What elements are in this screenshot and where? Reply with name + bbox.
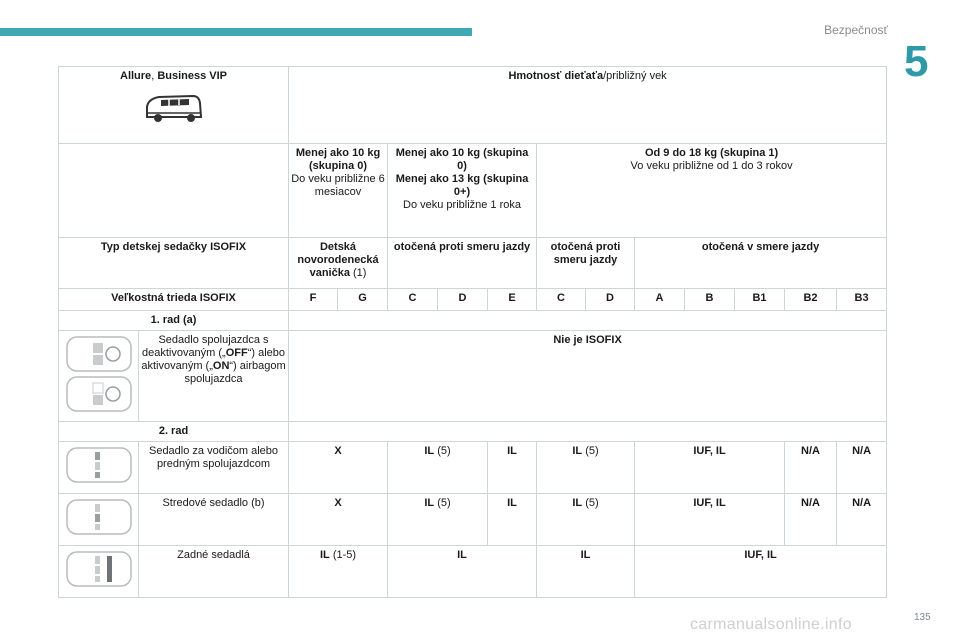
note-1-5: (1-5) (329, 549, 357, 561)
isofix-table (58, 66, 887, 598)
size-class: B (685, 289, 735, 311)
seat-outer-label: Sedadlo za vodičom alebo predným spolujazdcom (139, 442, 289, 494)
value-il: IL (488, 494, 537, 546)
weight-header-cell (289, 67, 887, 144)
vehicle-cell (59, 67, 289, 144)
size-class: E (488, 289, 537, 311)
seat-diagram-cell (59, 546, 139, 598)
value-il: IL (424, 497, 435, 509)
type-forward-facing: otočená v smere jazdy (635, 238, 887, 289)
value-il: IL (424, 445, 435, 457)
size-class: A (635, 289, 685, 311)
value-na: N/A (837, 442, 887, 494)
type-cot: Detská novorodenecká vanička (297, 241, 379, 279)
size-class-row (59, 289, 887, 311)
seat-center-row (59, 494, 887, 546)
value-il-5-cell (388, 442, 488, 494)
passenger-seat-text-2: “) alebo aktivovaným („ (141, 347, 286, 372)
vehicle-label: Allure (120, 70, 152, 82)
empty-cell (59, 144, 289, 238)
group-1-age: Vo veku približne od 1 do 3 rokov (630, 160, 793, 172)
row1-label: 1. rad (a) (59, 311, 289, 331)
car-rear-seat-icon (61, 546, 137, 592)
size-class: B2 (785, 289, 837, 311)
seat-outer-row (59, 442, 887, 494)
empty-cell (289, 422, 887, 442)
size-class: D (586, 289, 635, 311)
seat-diagram-cell (59, 494, 139, 546)
size-class: B3 (837, 289, 887, 311)
section-title: Bezpečnosť (824, 23, 888, 37)
note-5: (5) (434, 497, 451, 509)
vehicle-label-2: Business VIP (157, 70, 228, 82)
group-0plus-age: Do veku približne 1 roka (403, 199, 522, 211)
groups-row (59, 144, 887, 238)
value-iuf-il: IUF, IL (635, 494, 785, 546)
passenger-seat-row (59, 331, 887, 422)
group-0-title: Menej ako 10 kg (skupina 0) (295, 147, 381, 172)
group-0-cell (289, 144, 388, 238)
seat-diagram-cell (59, 331, 139, 422)
car-center-seat-icon (61, 494, 137, 540)
value-il: IL (572, 497, 583, 509)
group-0plus-cell (388, 144, 537, 238)
car-outer-seat-icon (61, 442, 137, 488)
watermark: carmanualsonline.info (690, 616, 852, 633)
type-rear-facing-1: otočená proti smeru jazdy (388, 238, 537, 289)
value-il: IL (388, 546, 537, 598)
airbag-off-label: OFF (225, 347, 248, 359)
note-5: (5) (434, 445, 451, 457)
type-cot-note: (1) (349, 267, 367, 279)
size-class: G (338, 289, 388, 311)
note-5: (5) (582, 497, 599, 509)
value-iuf-il: IUF, IL (635, 442, 785, 494)
seat-rear-label: Zadné sedadlá (139, 546, 289, 598)
value-il-5-cell (537, 494, 635, 546)
passenger-seat-text: Sedadlo spolujazdca s deaktivovaným („ (141, 334, 269, 359)
value-il: IL (488, 442, 537, 494)
seat-type-row (59, 238, 887, 289)
size-class-label: Veľkostná trieda ISOFIX (59, 289, 289, 311)
seat-rear-row (59, 546, 887, 598)
row1-heading-row (59, 311, 887, 331)
seat-center-label: Stredové sedadlo (b) (139, 494, 289, 546)
group-0plus-title: Menej ako 13 kg (skupina 0+) (395, 173, 529, 198)
vehicle-separator: , (151, 70, 158, 82)
group-1-cell (537, 144, 887, 238)
row2-label: 2. rad (59, 422, 289, 442)
value-na: N/A (785, 494, 837, 546)
airbag-on-label: ON (212, 360, 230, 372)
value-x: X (289, 494, 388, 546)
passenger-seat-label (139, 331, 289, 422)
group-0-age: Do veku približne 6 mesiacov (291, 173, 385, 198)
weight-header-rest: /približný vek (603, 70, 667, 82)
type-rear-facing-2: otočená proti smeru jazdy (537, 238, 635, 289)
van-icon (139, 91, 209, 127)
section-color-bar (0, 28, 472, 36)
seat-diagram-cell (59, 442, 139, 494)
chapter-number: 5 (904, 37, 929, 86)
value-na: N/A (837, 494, 887, 546)
value-il-5-cell (537, 442, 635, 494)
empty-cell (289, 311, 887, 331)
size-class: C (388, 289, 438, 311)
not-isofix-cell: Nie je ISOFIX (289, 331, 887, 422)
size-class: C (537, 289, 586, 311)
type-cot-cell (289, 238, 388, 289)
size-class: B1 (735, 289, 785, 311)
value-il-5-cell (388, 494, 488, 546)
passenger-seat-text-3: “) airbagom spolujazdca (184, 360, 286, 385)
value-il: IL (537, 546, 635, 598)
size-class: F (289, 289, 338, 311)
page-number: 135 (914, 612, 931, 623)
note-5: (5) (582, 445, 599, 457)
car-front-seat-icon (61, 331, 137, 417)
value-iuf-il: IUF, IL (635, 546, 887, 598)
weight-header: Hmotnosť dieťaťa (508, 70, 604, 82)
value-il-1-5-cell (289, 546, 388, 598)
row2-heading-row (59, 422, 887, 442)
group-1-title: Od 9 do 18 kg (skupina 1) (644, 147, 779, 159)
seat-type-label: Typ detskej sedačky ISOFIX (59, 238, 289, 289)
value-na: N/A (785, 442, 837, 494)
table-header-row (59, 67, 887, 144)
value-x: X (289, 442, 388, 494)
value-il: IL (572, 445, 583, 457)
size-class: D (438, 289, 488, 311)
value-il: IL (319, 549, 330, 561)
group-0-title-2: Menej ako 10 kg (skupina 0) (395, 147, 529, 172)
